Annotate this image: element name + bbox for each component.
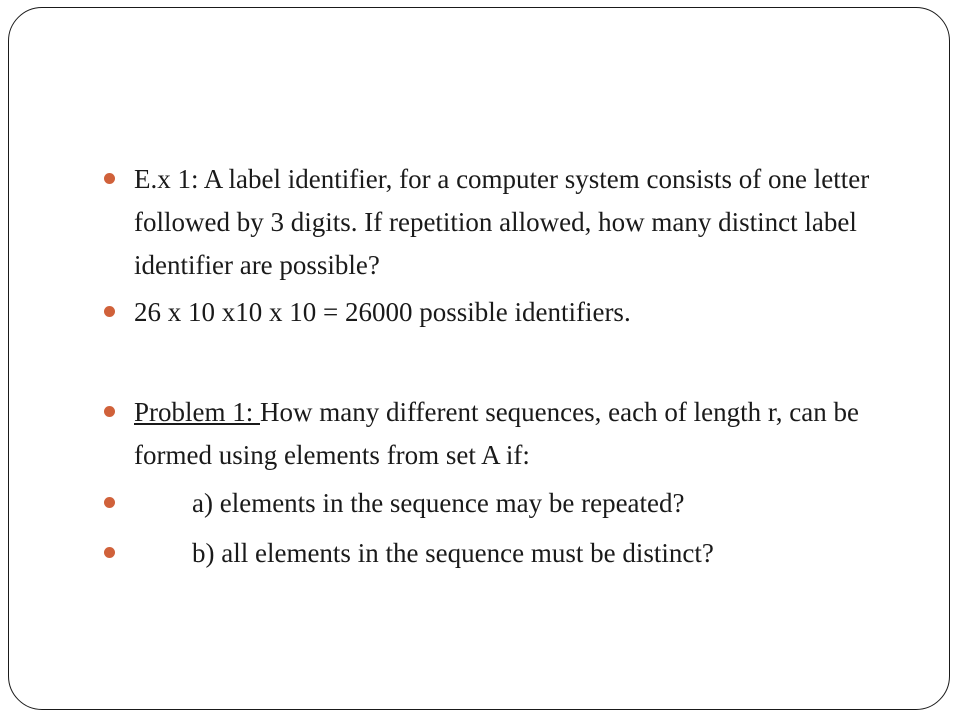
bullet-dot	[104, 306, 115, 317]
part-b-text: b) all elements in the sequence must be distinct?	[192, 538, 714, 568]
part-a-text: a) elements in the sequence may be repeated?	[192, 488, 685, 518]
slide-frame	[8, 7, 950, 710]
bullet-dot	[104, 406, 115, 417]
bullet-text	[134, 391, 874, 477]
bullet-dot	[104, 547, 115, 558]
bullet-text	[134, 482, 874, 525]
bullet-text: 26 x 10 x10 x 10 = 26000 possible identifiers.	[134, 297, 631, 327]
problem-text: How many different sequences, each of length r, can be formed using elements from set A if:	[134, 397, 859, 470]
bullet-dot	[104, 173, 115, 184]
bullet-dot	[104, 497, 115, 508]
problem-label: Problem 1:	[134, 397, 260, 427]
bullet-text: E.x 1: A label identifier, for a computer system consists of one letter followed by 3 digits. If repetition allowed, how many distinct label identifier are possible?	[134, 164, 870, 280]
bullet-text	[134, 532, 874, 575]
